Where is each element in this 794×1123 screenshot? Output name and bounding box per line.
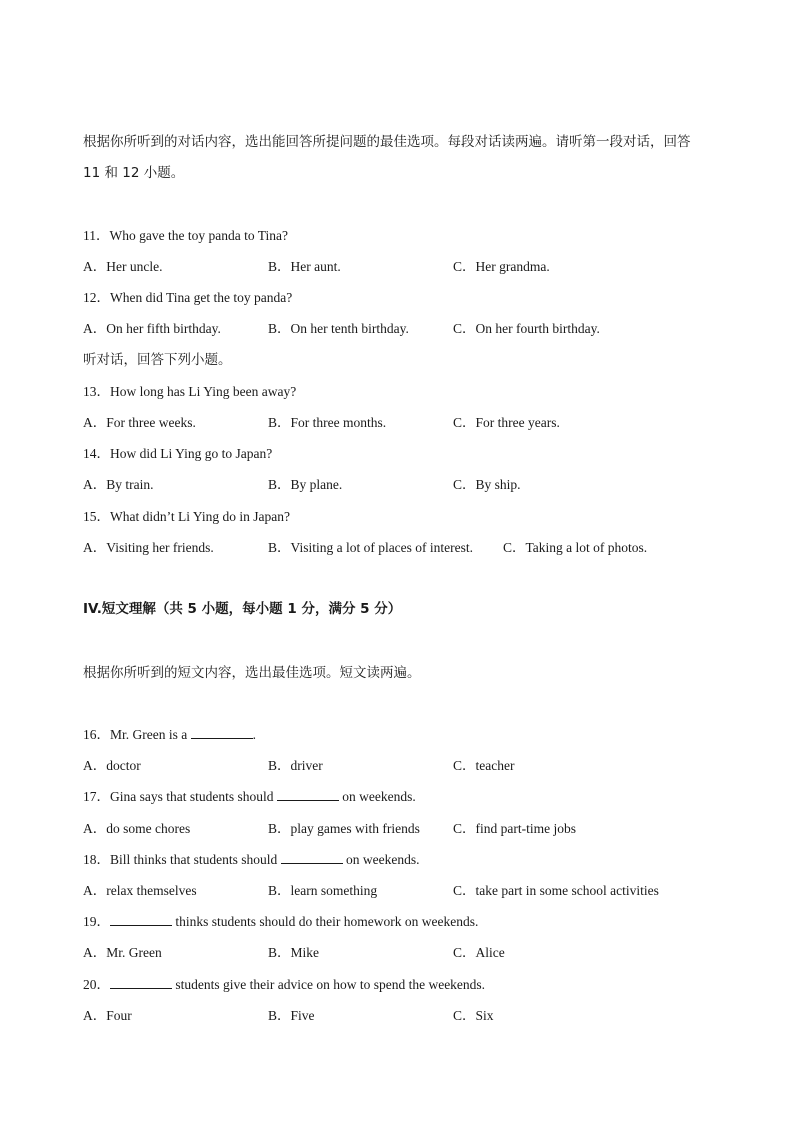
section4-instructions: 根据你所听到的短文内容，选出最佳选项。短文读两遍。 — [83, 665, 421, 681]
question-20 — [83, 976, 485, 994]
question-15 — [83, 508, 290, 526]
question-14 — [83, 445, 272, 463]
option-a: A．On her fifth birthday. — [83, 321, 221, 336]
dialog2-instructions: 听对话，回答下列小题。 — [83, 352, 232, 368]
question-number: 18． — [83, 852, 110, 867]
question-text-pre: Bill thinks that students should — [110, 852, 281, 867]
option-a: A．doctor — [83, 758, 141, 773]
option-c: C．Her grandma. — [453, 259, 550, 274]
answer-blank — [191, 726, 253, 739]
answer-blank — [110, 913, 172, 926]
question-text: When did Tina get the toy panda? — [110, 290, 293, 305]
question-text-post: on weekends. — [342, 852, 420, 867]
options-14 — [83, 476, 783, 494]
option-a: A．Four — [83, 1008, 132, 1023]
question-number: 14． — [83, 446, 110, 461]
question-number: 16． — [83, 727, 110, 742]
options-13 — [83, 414, 783, 432]
question-text-post: thinks students should do their homework on weekends. — [172, 914, 479, 929]
option-b: B．By plane. — [268, 477, 343, 492]
option-a: A．Her uncle. — [83, 259, 163, 274]
question-text-pre: Mr. Green is a — [110, 727, 191, 742]
options-19 — [83, 944, 783, 962]
option-c: C．Six — [453, 1008, 494, 1023]
options-12 — [83, 320, 783, 338]
option-a: A．Mr. Green — [83, 945, 162, 960]
option-b: B．Her aunt. — [268, 259, 341, 274]
option-a: A．Visiting her friends. — [83, 540, 214, 555]
question-11 — [83, 227, 288, 245]
option-b: B．For three months. — [268, 415, 387, 430]
option-b: B．Visiting a lot of places of interest. — [268, 540, 474, 555]
question-19 — [83, 913, 478, 931]
options-17 — [83, 820, 783, 838]
question-number: 15． — [83, 509, 110, 524]
question-text: How did Li Ying go to Japan? — [110, 446, 273, 461]
option-a: A．relax themselves — [83, 883, 197, 898]
option-b: B．driver — [268, 758, 323, 773]
options-11 — [83, 258, 783, 276]
question-number: 12． — [83, 290, 110, 305]
question-text: Who gave the toy panda to Tina? — [109, 228, 288, 243]
question-text-post: . — [252, 727, 256, 742]
question-number: 11． — [83, 228, 110, 243]
answer-blank — [110, 976, 172, 989]
part3-instructions-line2: 11 和 12 小题。 — [83, 165, 185, 181]
options-18 — [83, 882, 783, 900]
option-a: A．For three weeks. — [83, 415, 196, 430]
answer-blank — [277, 788, 339, 801]
option-a: A．do some chores — [83, 821, 191, 836]
part3-instructions-line1: 根据你所听到的对话内容，选出能回答所提问题的最佳选项。每段对话读两遍。请听第一段对话，回答 — [83, 134, 691, 150]
section4-heading: IV.短文理解（共 5 小题，每小题 1 分，满分 5 分） — [83, 601, 402, 617]
option-c: C．Taking a lot of photos. — [503, 540, 648, 555]
option-c: C．By ship. — [453, 477, 521, 492]
option-b: B．play games with friends — [268, 821, 420, 836]
question-number: 19． — [83, 914, 110, 929]
question-text-post: students give their advice on how to spend the weekends. — [172, 977, 486, 992]
question-18 — [83, 851, 420, 869]
question-text-post: on weekends. — [338, 789, 416, 804]
options-15 — [83, 539, 783, 557]
question-number: 20． — [83, 977, 110, 992]
question-16 — [83, 726, 256, 744]
options-20 — [83, 1007, 783, 1025]
question-text: How long has Li Ying been away? — [110, 384, 297, 399]
options-16 — [83, 757, 783, 775]
option-a: A．By train. — [83, 477, 154, 492]
option-b: B．learn something — [268, 883, 378, 898]
option-c: C．find part-time jobs — [453, 821, 576, 836]
option-b: B．Mike — [268, 945, 320, 960]
option-c: C．teacher — [453, 758, 515, 773]
question-12 — [83, 289, 292, 307]
question-number: 13． — [83, 384, 110, 399]
question-text-pre: Gina says that students should — [110, 789, 277, 804]
question-17 — [83, 788, 416, 806]
question-number: 17． — [83, 789, 110, 804]
option-b: B．Five — [268, 1008, 315, 1023]
answer-blank — [281, 851, 343, 864]
question-13 — [83, 383, 296, 401]
option-c: C．Alice — [453, 945, 505, 960]
option-c: C．For three years. — [453, 415, 560, 430]
option-b: B．On her tenth birthday. — [268, 321, 409, 336]
option-c: C．On her fourth birthday. — [453, 321, 600, 336]
option-c: C．take part in some school activities — [453, 883, 659, 898]
question-text: What didn’t Li Ying do in Japan? — [110, 509, 290, 524]
